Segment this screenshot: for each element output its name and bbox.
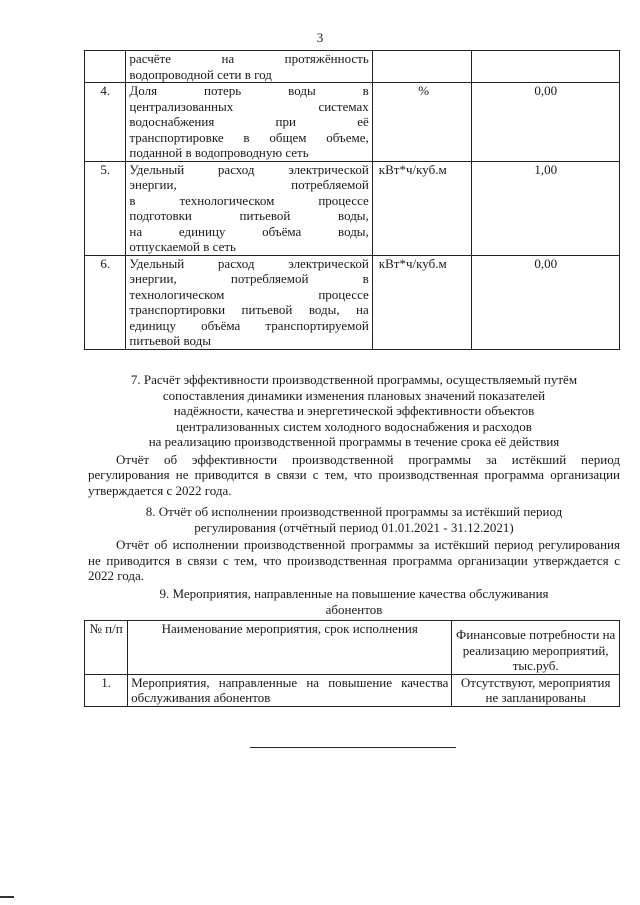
indicator-name-line: Удельный расход электрической <box>129 255 369 271</box>
indicator-value: 0,00 <box>472 83 620 162</box>
section-9 <box>88 586 620 617</box>
section-9-title <box>88 586 620 617</box>
indicator-name-line: Удельный расход электрической <box>129 161 369 177</box>
indicator-number: 4. <box>85 83 126 162</box>
section-7 <box>88 372 620 498</box>
indicator-row <box>85 51 620 83</box>
section-9-title-line: абонентов <box>325 601 383 617</box>
indicator-unit: % <box>372 83 472 162</box>
indicator-name-line: энергии, потребляемой <box>129 177 369 192</box>
indicator-row <box>85 83 620 162</box>
indicator-number: 5. <box>85 161 126 255</box>
row-number: 1. <box>85 674 128 706</box>
row-financial-needs: Отсутствуют, мероприятия не запланированы <box>452 674 620 706</box>
indicator-name <box>126 83 372 162</box>
indicator-name-line: расчёте на протяжённость <box>129 51 369 66</box>
indicator-number: 6. <box>85 255 126 349</box>
indicator-unit <box>372 51 472 83</box>
section-7-title-line: на реализацию производственной программы в течение срока её действия <box>148 434 560 449</box>
header-number: № п/п <box>85 621 128 675</box>
section-7-title-line: сопоставления динамики изменения плановых значений показателей <box>162 387 546 403</box>
indicator-name-line: технологическом процессе <box>129 286 369 302</box>
indicator-value: 1,00 <box>472 161 620 255</box>
indicator-number <box>85 51 126 83</box>
section-8 <box>88 504 620 584</box>
section-7-title-line: надёжности, качества и энергетической эффективности объектов <box>173 403 535 418</box>
indicator-name-line: поданной в водопроводную сеть <box>129 145 309 160</box>
section-7-title-line: централизованных систем холодного водоснабжения и расходов <box>176 418 532 434</box>
indicator-name-line: транспортировке в общем объеме, <box>129 129 369 145</box>
indicator-name-line: отпускаемой в сеть <box>129 239 236 254</box>
signature-divider <box>250 747 456 748</box>
indicator-name-line: единицу объёма транспортируемой <box>129 317 369 333</box>
section-7-title-line: 7. Расчёт эффективности производственной программы, осуществляемый путём <box>130 372 578 387</box>
indicator-name <box>126 51 372 83</box>
indicator-name <box>126 161 372 255</box>
indicator-name-line: водоснабжения при её <box>129 114 369 129</box>
indicator-name-line: на единицу объёма воды, <box>129 223 369 239</box>
section-7-paragraph: Отчёт об эффективности производственной программы за истёкший период регулирования не приводится в связи с тем, что производственная программа организации утверждается с 2022 года. <box>88 451 620 498</box>
section-8-title-line: 8. Отчёт об исполнении производственной программы за истёкший период <box>145 504 563 519</box>
measures-table-row <box>85 674 620 706</box>
section-9-title-line: 9. Мероприятия, направленные на повышение качества обслуживания <box>159 586 549 601</box>
indicator-row <box>85 161 620 255</box>
indicator-name-line: подготовки питьевой воды, <box>129 208 369 223</box>
indicator-unit: кВт*ч/куб.м <box>372 255 472 349</box>
indicator-value: 0,00 <box>472 255 620 349</box>
scan-mark <box>0 896 14 898</box>
page-number: 3 <box>316 30 324 45</box>
indicator-name-line: питьевой воды <box>129 333 211 348</box>
indicator-name-line: транспортировки питьевой воды, на <box>129 302 369 317</box>
section-8-paragraph: Отчёт об исполнении производственной программы за истёкший период регулирования не приводится в связи с тем, что производственная программа организации утверждается с 2022 года. <box>88 537 620 583</box>
measures-table <box>84 620 620 707</box>
measures-table-header-row <box>85 621 620 675</box>
indicator-name <box>126 255 372 349</box>
indicator-name-line: Доля потерь воды в <box>129 83 369 98</box>
header-financial-needs: Финансовые потребности на реализацию мероприятий, тыс.руб. <box>452 621 620 675</box>
header-measure-name: Наименование мероприятия, срок исполнения <box>128 621 452 675</box>
indicator-unit: кВт*ч/куб.м <box>372 161 472 255</box>
section-8-title-line: регулирования (отчётный период 01.01.2021 - 31.12.2021) <box>194 519 514 535</box>
indicator-value <box>472 51 620 83</box>
section-8-title <box>88 504 620 535</box>
section-7-title <box>88 372 620 450</box>
indicator-name-line: централизованных системах <box>129 98 369 114</box>
indicator-name-line: водопроводной сети в год <box>129 66 272 82</box>
indicators-table <box>84 50 620 350</box>
indicator-row <box>85 255 620 349</box>
row-measure-name: Мероприятия, направленные на повышение качества обслуживания абонентов <box>128 674 452 706</box>
indicator-name-line: энергии, потребляемой в <box>129 271 369 286</box>
indicator-name-line: в технологическом процессе <box>129 192 369 208</box>
